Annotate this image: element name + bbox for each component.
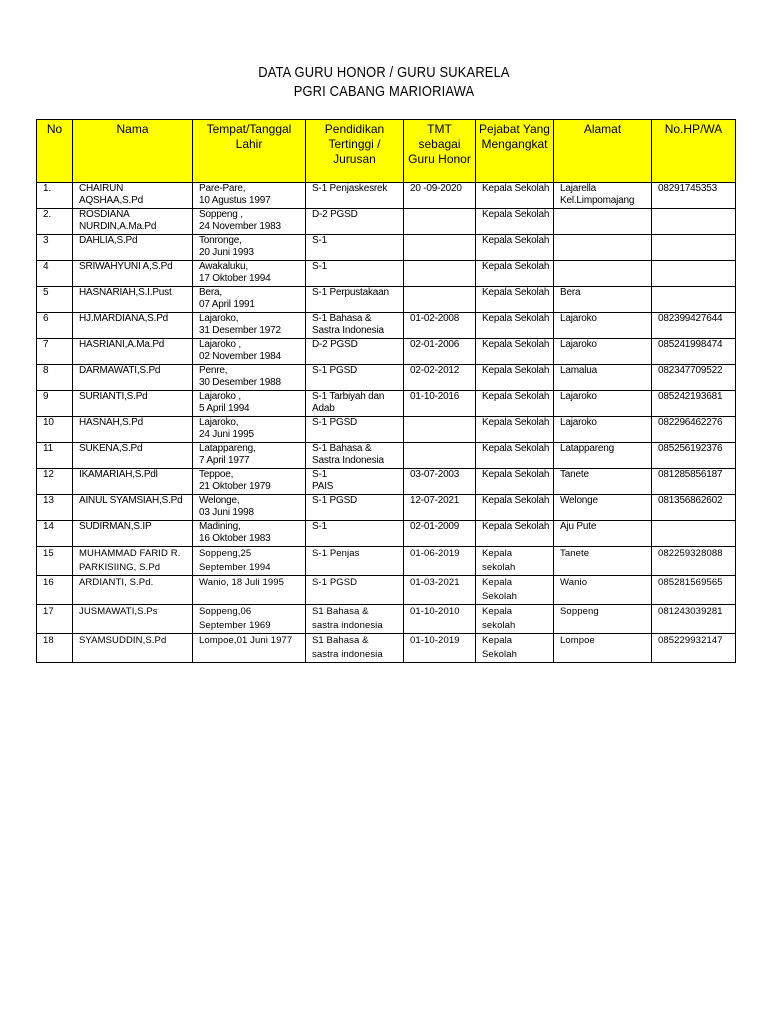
table-row: [37, 443, 736, 469]
cell-tmt: 01-03-2021: [404, 576, 476, 605]
cell-tempat-tanggal-lahir: Lajaroko, 24 Juni 1995: [193, 417, 306, 443]
cell-no: 15: [37, 547, 73, 576]
cell-pendidikan: S-1 PGSD: [306, 576, 404, 605]
cell-tmt: 01-10-2019: [404, 634, 476, 663]
cell-no-hp: [652, 261, 736, 287]
cell-alamat: Lajarella Kel.Limpomajang: [554, 183, 652, 209]
column-header-pendidikan: Pendidikan Tertinggi / Jurusan: [306, 120, 404, 183]
column-header-tmt: TMT sebagai Guru Honor: [404, 120, 476, 183]
cell-tmt: 02-02-2012: [404, 365, 476, 391]
cell-nama: HJ.MARDIANA,S.Pd: [73, 313, 193, 339]
cell-tempat-tanggal-lahir: Teppoe, 21 Oktober 1979: [193, 469, 306, 495]
cell-no-hp: 081285856187: [652, 469, 736, 495]
cell-pejabat: Kepala Sekolah: [476, 443, 554, 469]
cell-no-hp: 082399427644: [652, 313, 736, 339]
document-subtitle: PGRI CABANG MARIORIAWA: [293, 83, 475, 100]
cell-tmt: [404, 287, 476, 313]
cell-alamat: Lajaroko: [554, 391, 652, 417]
cell-no: 6: [37, 313, 73, 339]
cell-nama: DAHLIA,S.Pd: [73, 235, 193, 261]
cell-tempat-tanggal-lahir: Soppeng , 24 November 1983: [193, 209, 306, 235]
cell-nama: AINUL SYAMSIAH,S.Pd: [73, 495, 193, 521]
cell-tmt: [404, 443, 476, 469]
cell-no-hp: 08291745353: [652, 183, 736, 209]
cell-tempat-tanggal-lahir: Madining, 16 Oktober 1983: [193, 521, 306, 547]
cell-nama: SRIWAHYUNI A,S.Pd: [73, 261, 193, 287]
cell-alamat: Lajaroko: [554, 339, 652, 365]
cell-nama: IKAMARIAH,S.Pdl: [73, 469, 193, 495]
cell-no: 4: [37, 261, 73, 287]
cell-nama: ROSDIANA NURDIN,A.Ma.Pd: [73, 209, 193, 235]
cell-no-hp: 085256192376: [652, 443, 736, 469]
cell-nama: SYAMSUDDIN,S.Pd: [73, 634, 193, 663]
cell-no-hp: 081356862602: [652, 495, 736, 521]
document-title: DATA GURU HONOR / GURU SUKARELA: [258, 64, 510, 81]
table-header-row: [37, 120, 736, 183]
cell-tempat-tanggal-lahir: Bera, 07 April 1991: [193, 287, 306, 313]
cell-no: 1.: [37, 183, 73, 209]
cell-pendidikan: S-1: [306, 235, 404, 261]
cell-no-hp: [652, 521, 736, 547]
cell-pejabat: Kepala Sekolah: [476, 391, 554, 417]
cell-tempat-tanggal-lahir: Pare-Pare, 10 Agustus 1997: [193, 183, 306, 209]
cell-tmt: 01-02-2008: [404, 313, 476, 339]
cell-no: 11: [37, 443, 73, 469]
cell-alamat: [554, 261, 652, 287]
cell-tmt: 01-10-2010: [404, 605, 476, 634]
cell-alamat: Lajaroko: [554, 313, 652, 339]
cell-no: 14: [37, 521, 73, 547]
cell-no: 17: [37, 605, 73, 634]
cell-no-hp: [652, 209, 736, 235]
cell-alamat: Tanete: [554, 469, 652, 495]
column-header-no: No: [37, 120, 73, 183]
cell-pejabat: Kepala Sekolah: [476, 287, 554, 313]
cell-tmt: 03-07-2003: [404, 469, 476, 495]
cell-tempat-tanggal-lahir: Awakaluku, 17 Oktober 1994: [193, 261, 306, 287]
cell-tempat-tanggal-lahir: Soppeng,06 September 1969: [193, 605, 306, 634]
cell-pendidikan: S1 Bahasa & sastra indonesia: [306, 605, 404, 634]
cell-pendidikan: S-1 PGSD: [306, 365, 404, 391]
cell-no-hp: 082347709522: [652, 365, 736, 391]
column-header-no-hp: No.HP/WA: [652, 120, 736, 183]
cell-tmt: 01-10-2016: [404, 391, 476, 417]
cell-nama: JUSMAWATI,S.Ps: [73, 605, 193, 634]
cell-tmt: 02-01-2006: [404, 339, 476, 365]
cell-pejabat: Kepala Sekolah: [476, 183, 554, 209]
cell-pendidikan: S-1 PGSD: [306, 495, 404, 521]
table-row: [37, 391, 736, 417]
cell-no: 8: [37, 365, 73, 391]
cell-no-hp: 085229932147: [652, 634, 736, 663]
cell-alamat: Lamalua: [554, 365, 652, 391]
cell-tmt: 02-01-2009: [404, 521, 476, 547]
cell-alamat: [554, 235, 652, 261]
cell-no: 12: [37, 469, 73, 495]
cell-nama: CHAIRUN AQSHAA,S.Pd: [73, 183, 193, 209]
cell-pejabat: Kepala sekolah: [476, 605, 554, 634]
cell-no: 7: [37, 339, 73, 365]
cell-no-hp: 085281569565: [652, 576, 736, 605]
cell-alamat: Lompoe: [554, 634, 652, 663]
cell-pejabat: Kepala Sekolah: [476, 495, 554, 521]
cell-tmt: 20 -09-2020: [404, 183, 476, 209]
cell-tmt: [404, 209, 476, 235]
cell-tmt: [404, 417, 476, 443]
column-header-tempat-tanggal-lahir: Tempat/Tanggal Lahir: [193, 120, 306, 183]
cell-nama: SURIANTI,S.Pd: [73, 391, 193, 417]
cell-tmt: 01-06-2019: [404, 547, 476, 576]
cell-pejabat: Kepala Sekolah: [476, 521, 554, 547]
cell-pejabat: Kepala sekolah: [476, 547, 554, 576]
column-header-pejabat: Pejabat Yang Mengangkat: [476, 120, 554, 183]
cell-pejabat: Kepala Sekolah: [476, 469, 554, 495]
table-row: [37, 313, 736, 339]
cell-pendidikan: S-1 Bahasa & Sastra Indonesia: [306, 313, 404, 339]
cell-pejabat: Kepala Sekolah: [476, 313, 554, 339]
cell-alamat: [554, 209, 652, 235]
cell-pejabat: Kepala Sekolah: [476, 235, 554, 261]
cell-pendidikan: S-1: [306, 521, 404, 547]
cell-tempat-tanggal-lahir: Lajaroko , 5 April 1994: [193, 391, 306, 417]
cell-no-hp: 082259328088: [652, 547, 736, 576]
cell-tempat-tanggal-lahir: Welonge, 03 Juni 1998: [193, 495, 306, 521]
cell-tempat-tanggal-lahir: Tonronge, 20 Juni 1993: [193, 235, 306, 261]
cell-no: 5: [37, 287, 73, 313]
cell-pendidikan: S-1 Tarbiyah dan Adab: [306, 391, 404, 417]
table-row: [37, 183, 736, 209]
cell-no: 18: [37, 634, 73, 663]
table-row: [37, 365, 736, 391]
cell-no: 16: [37, 576, 73, 605]
cell-tempat-tanggal-lahir: Lajaroko, 31 Desember 1972: [193, 313, 306, 339]
cell-no: 10: [37, 417, 73, 443]
cell-pejabat: Kepala Sekolah: [476, 576, 554, 605]
table-row: [37, 339, 736, 365]
cell-alamat: Wanio: [554, 576, 652, 605]
cell-nama: SUKENA,S.Pd: [73, 443, 193, 469]
cell-nama: HASNARIAH,S.I.Pust: [73, 287, 193, 313]
table-row: [37, 547, 736, 576]
cell-no-hp: [652, 235, 736, 261]
cell-alamat: Latappareng: [554, 443, 652, 469]
cell-pejabat: Kepala Sekolah: [476, 634, 554, 663]
cell-tempat-tanggal-lahir: Lompoe,01 Juni 1977: [193, 634, 306, 663]
table-row: [37, 634, 736, 663]
table-row: [37, 261, 736, 287]
teacher-data-table: [36, 119, 736, 663]
cell-pejabat: Kepala Sekolah: [476, 261, 554, 287]
cell-alamat: Bera: [554, 287, 652, 313]
cell-alamat: Lajaroko: [554, 417, 652, 443]
cell-no-hp: [652, 287, 736, 313]
cell-pendidikan: S-1 Perpustakaan: [306, 287, 404, 313]
cell-pejabat: Kepala Sekolah: [476, 365, 554, 391]
table-row: [37, 521, 736, 547]
cell-tmt: 12-07-2021: [404, 495, 476, 521]
table-row: [37, 287, 736, 313]
cell-pendidikan: S-1 PAIS: [306, 469, 404, 495]
cell-tmt: [404, 235, 476, 261]
cell-alamat: Aju Pute: [554, 521, 652, 547]
cell-no-hp: 082296462276: [652, 417, 736, 443]
cell-no: 13: [37, 495, 73, 521]
table-row: [37, 495, 736, 521]
table-row: [37, 417, 736, 443]
table-row: [37, 605, 736, 634]
cell-pendidikan: S1 Bahasa & sastra indonesia: [306, 634, 404, 663]
cell-no: 2.: [37, 209, 73, 235]
cell-pejabat: Kepala Sekolah: [476, 417, 554, 443]
cell-pejabat: Kepala Sekolah: [476, 209, 554, 235]
cell-alamat: Soppeng: [554, 605, 652, 634]
cell-pejabat: Kepala Sekolah: [476, 339, 554, 365]
table-row: [37, 576, 736, 605]
cell-tempat-tanggal-lahir: Lajaroko , 02 November 1984: [193, 339, 306, 365]
cell-tempat-tanggal-lahir: Latappareng, 7 April 1977: [193, 443, 306, 469]
cell-no-hp: 085242193681: [652, 391, 736, 417]
table-row: [37, 469, 736, 495]
cell-tempat-tanggal-lahir: Penre, 30 Desember 1988: [193, 365, 306, 391]
cell-pendidikan: D-2 PGSD: [306, 339, 404, 365]
cell-pendidikan: D-2 PGSD: [306, 209, 404, 235]
cell-nama: MUHAMMAD FARID R. PARKISIING, S.Pd: [73, 547, 193, 576]
cell-no-hp: 085241998474: [652, 339, 736, 365]
cell-nama: SUDIRMAN,S.IP: [73, 521, 193, 547]
cell-tempat-tanggal-lahir: Wanio, 18 Juli 1995: [193, 576, 306, 605]
cell-tempat-tanggal-lahir: Soppeng,25 September 1994: [193, 547, 306, 576]
cell-nama: HASRIANI,A.Ma.Pd: [73, 339, 193, 365]
table-row: [37, 235, 736, 261]
column-header-nama: Nama: [73, 120, 193, 183]
cell-no: 9: [37, 391, 73, 417]
cell-pendidikan: S-1 PGSD: [306, 417, 404, 443]
cell-alamat: Welonge: [554, 495, 652, 521]
cell-pendidikan: S-1 Bahasa & Sastra Indonesia: [306, 443, 404, 469]
table-row: [37, 209, 736, 235]
cell-pendidikan: S-1 Penjaskesrek: [306, 183, 404, 209]
cell-no: 3: [37, 235, 73, 261]
cell-tmt: [404, 261, 476, 287]
cell-no-hp: 081243039281: [652, 605, 736, 634]
cell-nama: DARMAWATI,S.Pd: [73, 365, 193, 391]
cell-nama: ARDIANTI, S.Pd.: [73, 576, 193, 605]
cell-alamat: Tanete: [554, 547, 652, 576]
column-header-alamat: Alamat: [554, 120, 652, 183]
cell-pendidikan: S-1: [306, 261, 404, 287]
cell-pendidikan: S-1 Penjas: [306, 547, 404, 576]
cell-nama: HASNAH,S.Pd: [73, 417, 193, 443]
